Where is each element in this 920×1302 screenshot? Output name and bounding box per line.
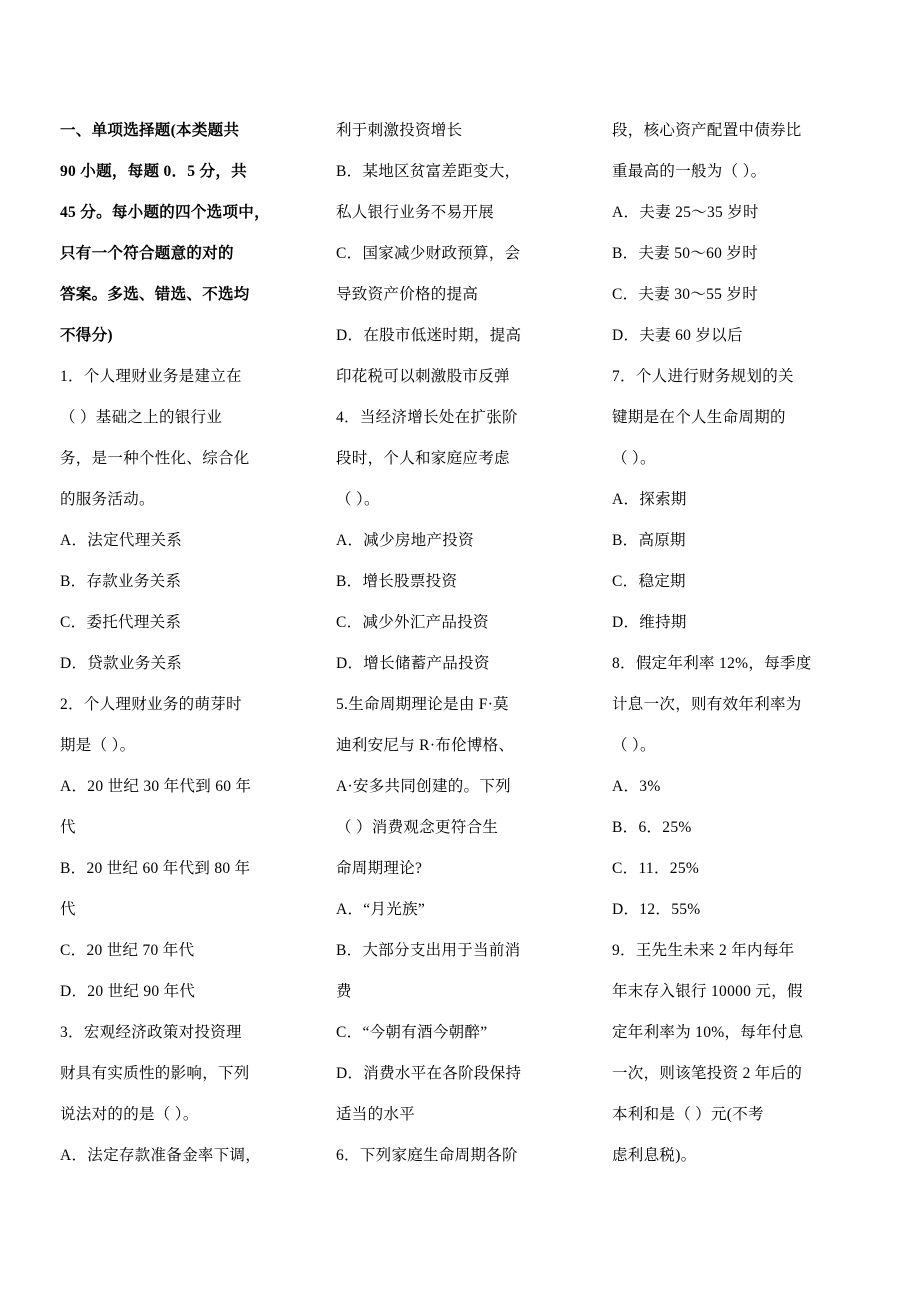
text-line: B．6．25% <box>612 819 692 836</box>
text-line: C．稳定期 <box>612 573 686 590</box>
text-line: 利于刺激投资增长 <box>336 122 463 139</box>
text-line: D．在股市低迷时期，提高 <box>336 327 522 344</box>
text-line: 8．假定年利率 12%，每季度 <box>612 655 812 672</box>
text-line: B．某地区贫富差距变大， <box>336 163 521 180</box>
text-line: A．夫妻 25～35 岁时 <box>612 204 759 221</box>
text-line: 一次，则该笔投资 2 年后的 <box>612 1065 803 1082</box>
text-line: B．20 世纪 60 年代到 80 年 <box>60 860 251 877</box>
text-line: 重最高的一般为（ ）。 <box>612 163 767 180</box>
text-line: （ ）基础之上的银行业 <box>60 409 223 426</box>
text-line: 7．个人进行财务规划的关 <box>612 368 794 385</box>
text-line: B．存款业务关系 <box>60 573 182 590</box>
text-line: A．探索期 <box>612 491 687 508</box>
text-line: D．夫妻 60 岁以后 <box>612 327 743 344</box>
text-line: 说法对的的是（ ）。 <box>60 1106 199 1123</box>
text-line: D．维持期 <box>612 614 687 631</box>
column-middle <box>336 110 574 1176</box>
text-line: 9．王先生未来 2 年内每年 <box>612 942 795 959</box>
text-line: C．国家减少财政预算，会 <box>336 245 521 262</box>
text-line: 代 <box>60 819 76 836</box>
text-line: C．减少外汇产品投资 <box>336 614 489 631</box>
text-line: D．12．55% <box>612 901 701 918</box>
text-line: B．高原期 <box>612 532 686 549</box>
text-line: 代 <box>60 901 76 918</box>
text-line: 3．宏观经济政策对投资理 <box>60 1024 242 1041</box>
text-line: 答案。多选、错选、不选均 <box>60 286 250 303</box>
text-columns <box>60 110 860 1176</box>
text-line: B．夫妻 50～60 岁时 <box>612 245 758 262</box>
text-line: A．20 世纪 30 年代到 60 年 <box>60 778 252 795</box>
text-line: 4．当经济增长处在扩张阶 <box>336 409 518 426</box>
text-line: 适当的水平 <box>336 1106 416 1123</box>
text-line: A．3% <box>612 778 661 795</box>
column-right <box>612 110 850 1176</box>
text-line: （ ）。 <box>612 450 656 467</box>
text-line: 命周期理论? <box>336 860 423 877</box>
text-line: 5.生命周期理论是由 F·莫 <box>336 696 509 713</box>
text-line: 段时，个人和家庭应考虑 <box>336 450 510 467</box>
text-line: 虑利息税)。 <box>612 1147 697 1164</box>
text-line: B．大部分支出用于当前消 <box>336 942 521 959</box>
text-line: 印花税可以刺激股市反弹 <box>336 368 510 385</box>
text-line: 1．个人理财业务是建立在 <box>60 368 242 385</box>
text-line: 只有一个符合题意的对的 <box>60 245 234 262</box>
text-line: （ ）消费观念更符合生 <box>336 819 499 836</box>
text-line: A·安多共同创建的。下列 <box>336 778 511 795</box>
text-line: C．11．25% <box>612 860 700 877</box>
text-line: 财具有实质性的影响，下列 <box>60 1065 250 1082</box>
text-line: C．20 世纪 70 年代 <box>60 942 195 959</box>
text-line: 务，是一种个性化、综合化 <box>60 450 250 467</box>
text-line: D．20 世纪 90 年代 <box>60 983 196 1000</box>
text-line: 6．下列家庭生命周期各阶 <box>336 1147 518 1164</box>
column-left <box>60 110 298 1176</box>
text-line: （ ）。 <box>612 737 656 754</box>
text-line: C．夫妻 30～55 岁时 <box>612 286 758 303</box>
text-line: 的服务活动。 <box>60 491 155 508</box>
text-line: 段，核心资产配置中债券比 <box>612 122 802 139</box>
text-line: 费 <box>336 983 352 1000</box>
text-line: B．增长股票投资 <box>336 573 458 590</box>
text-line: （ ）。 <box>336 491 380 508</box>
text-line: 2．个人理财业务的萌芽时 <box>60 696 242 713</box>
text-line: D．消费水平在各阶段保持 <box>336 1065 522 1082</box>
text-line: 一、单项选择题(本类题共 <box>60 122 240 139</box>
text-line: C．“今朝有酒今朝醉” <box>336 1024 488 1041</box>
text-line: 90 小题，每题 0．5 分，共 <box>60 163 247 180</box>
text-line: C．委托代理关系 <box>60 614 182 631</box>
text-line: 期是（ ）。 <box>60 737 136 754</box>
text-line: 迪利安尼与 R·布伦博格、 <box>336 737 515 754</box>
text-line: A．减少房地产投资 <box>336 532 474 549</box>
text-line: 定年利率为 10%，每年付息 <box>612 1024 804 1041</box>
text-line: 导致资产价格的提高 <box>336 286 479 303</box>
text-line: 不得分) <box>60 327 113 344</box>
text-line: A．法定代理关系 <box>60 532 183 549</box>
text-line: 本利和是（ ）元(不考 <box>612 1106 764 1123</box>
text-line: A．法定存款准备金率下调， <box>60 1147 262 1164</box>
text-line: 私人银行业务不易开展 <box>336 204 495 221</box>
text-line: 计息一次，则有效年利率为 <box>612 696 802 713</box>
text-line: D．贷款业务关系 <box>60 655 183 672</box>
text-line: 键期是在个人生命周期的 <box>612 409 786 426</box>
text-line: A．“月光族” <box>336 901 426 918</box>
text-line: 年末存入银行 10000 元，假 <box>612 983 803 1000</box>
text-line: 45 分。每小题的四个选项中， <box>60 204 270 221</box>
text-line: D．增长储蓄产品投资 <box>336 655 490 672</box>
